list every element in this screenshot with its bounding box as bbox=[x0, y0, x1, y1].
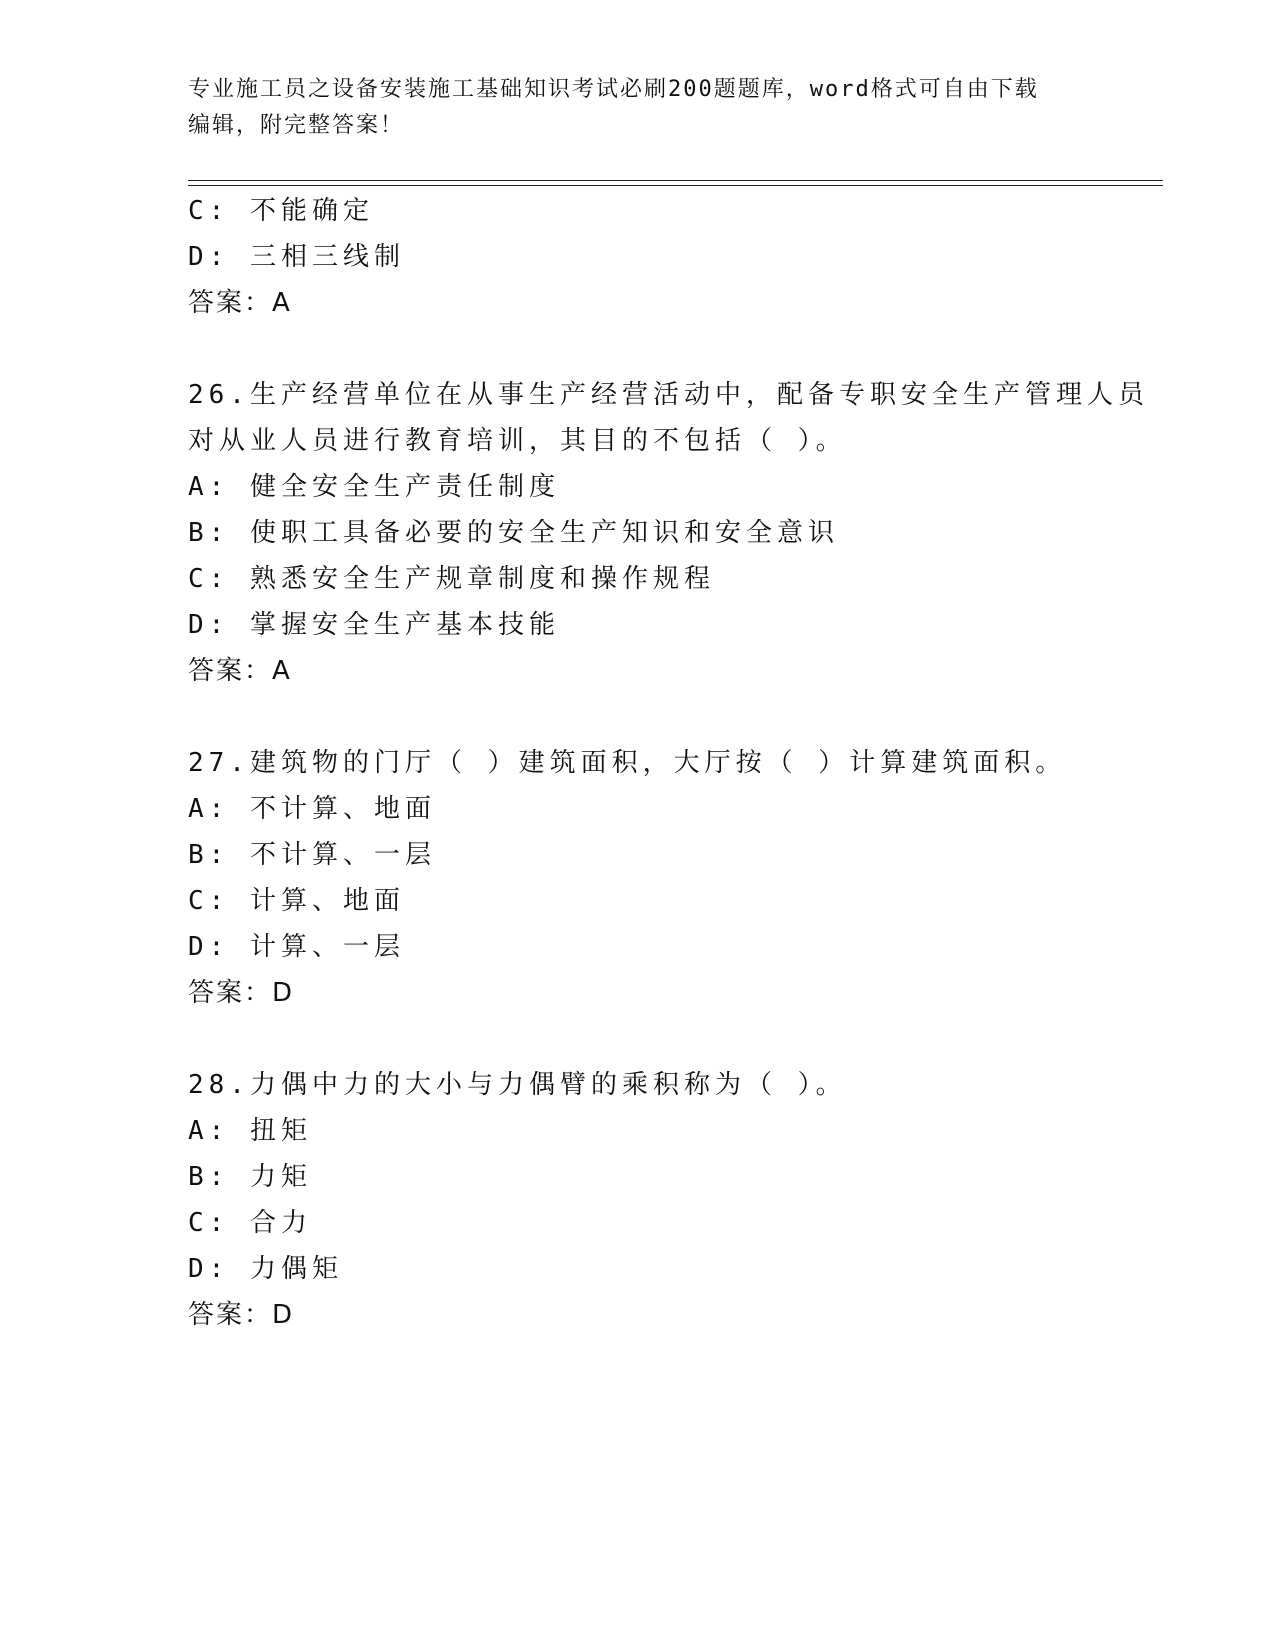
option-c: C: 计算、地面 bbox=[188, 886, 405, 916]
question-gap bbox=[188, 326, 1148, 372]
option-a: A: 健全安全生产责任制度 bbox=[188, 472, 560, 502]
question-stem: 28.力偶中力的大小与力偶臂的乘积称为（ ）。 bbox=[188, 1070, 847, 1100]
option-d: D: 计算、一层 bbox=[188, 932, 405, 962]
option-a: A: 扭矩 bbox=[188, 1116, 312, 1146]
option-c: C: 合力 bbox=[188, 1208, 312, 1238]
question-gap bbox=[188, 694, 1148, 740]
option-b: B: 使职工具备必要的安全生产知识和安全意识 bbox=[188, 518, 839, 548]
answer-line: 答案：D bbox=[188, 1300, 295, 1330]
answer-line: 答案：D bbox=[188, 978, 295, 1008]
question-28 bbox=[188, 1062, 1148, 1338]
option-d: D: 三相三线制 bbox=[188, 242, 405, 272]
option-a: A: 不计算、地面 bbox=[188, 794, 436, 824]
option-c: C: 熟悉安全生产规章制度和操作规程 bbox=[188, 564, 715, 594]
question-stem: 26.生产经营单位在从事生产经营活动中，配备专职安全生产管理人员 bbox=[188, 380, 1149, 410]
header-divider-bottom bbox=[188, 185, 1163, 186]
option-b: B: 不计算、一层 bbox=[188, 840, 436, 870]
header-title-line2: 编辑，附完整答案！ bbox=[188, 113, 405, 138]
answer-line: 答案：A bbox=[188, 288, 292, 318]
header-title-line1: 专业施工员之设备安装施工基础知识考试必刷200题题库，word格式可自由下载 bbox=[188, 77, 1039, 102]
answer-line: 答案：A bbox=[188, 656, 292, 686]
question-gap bbox=[188, 1016, 1148, 1062]
header-divider-top bbox=[188, 180, 1163, 181]
question-stem: 对从业人员进行教育培训，其目的不包括（ ）。 bbox=[188, 426, 847, 456]
question-list bbox=[188, 188, 1148, 1338]
question-27 bbox=[188, 740, 1148, 1016]
question-25-continuation bbox=[188, 188, 1148, 326]
option-b: B: 力矩 bbox=[188, 1162, 312, 1192]
option-d: D: 掌握安全生产基本技能 bbox=[188, 610, 560, 640]
option-d: D: 力偶矩 bbox=[188, 1254, 343, 1284]
option-c: C: 不能确定 bbox=[188, 196, 374, 226]
question-26 bbox=[188, 372, 1148, 694]
question-stem: 27.建筑物的门厅（ ）建筑面积，大厅按（ ）计算建筑面积。 bbox=[188, 748, 1067, 778]
document-header bbox=[188, 72, 1088, 144]
